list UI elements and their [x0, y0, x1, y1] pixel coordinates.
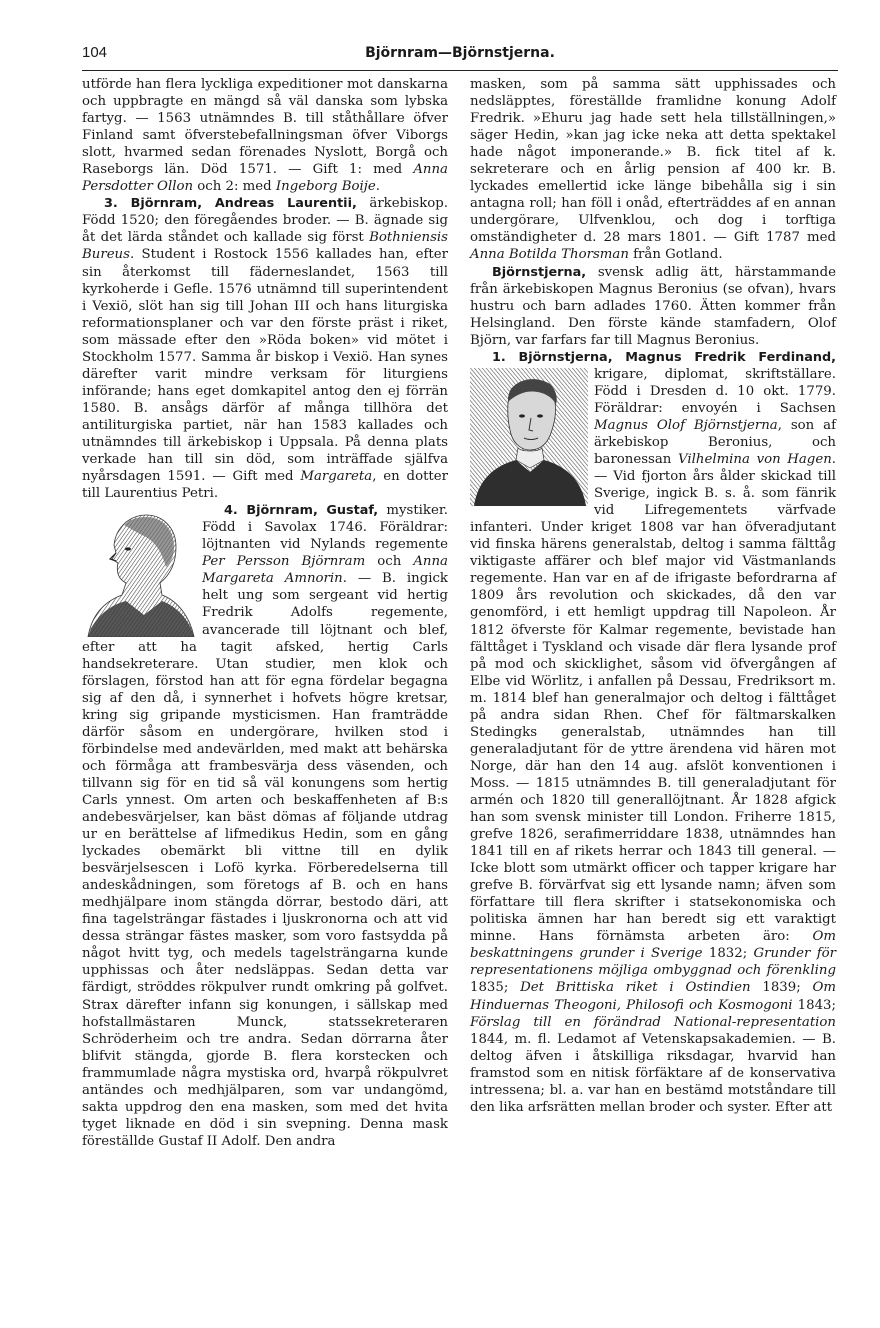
body-text: 1832;	[702, 946, 754, 962]
entry-continuation	[470, 76, 836, 264]
work-title: Om beskattningens grunder i Sverige	[470, 929, 836, 962]
portrait-bjornram-gustaf	[82, 505, 196, 637]
body-text: från Gotland.	[628, 247, 723, 263]
person-name: Anna Persdotter Ollon	[82, 162, 448, 195]
body-text: 1843;	[792, 997, 836, 1013]
person-name: Anna Botilda Thorsman	[470, 247, 629, 263]
body-text: svensk adlig ätt, härstammande från ärkebiskopen Magnus Beronius (se ofvan), hvars hustru och barn adlades 1760. Ätten kommer från Helsingland. Den förste kände stamfadern, Olof Björn, var farfars far till Magnus Beronius.	[470, 264, 836, 348]
running-head: Björnram—Björnstjerna.	[365, 45, 555, 61]
entry-gustaf	[82, 502, 448, 1150]
body-text: , en dotter till Laurentius Petri.	[82, 469, 448, 502]
entry-number: 1.	[492, 349, 519, 365]
entry-headword: Björnram, Gustaf,	[246, 503, 379, 519]
body-text: 1839;	[750, 980, 813, 996]
left-column	[82, 76, 448, 1150]
page-number: 104	[82, 44, 108, 61]
entry-headword: Björnstjerna,	[492, 264, 587, 280]
body-text: .	[375, 179, 380, 195]
body-text: . — Vid fjorton års ålder skickad till Sverige, ingick B. s. å. som fänrik vid Lifregementets värfvade infanteri. Under kriget 1808 var han öfveradjutant vid finska härens generalstab, deltog i samma fälttåg viktigaste affärer och blef major vid Västmanlands regemente. Han var en af de ifrigaste befordrarna af 1809 års revolution och skickades, då den var genomförd, i ett hemligt uppdrag till Napoleon. År 1812 öfverste för Kalmar regemente, bevistade han fälttåget i Tyskland och visade där flera lysande prof på mod och skicklighet, såsom vid öfvergången af Elbe vid Wörlitz, i anfallen på Dessau, Fredriksort m. m. 1814 blef han generalmajor och deltog i fälttåget på andra sidan Rhen. Chef för fältmarskalken Stedingks generalstab, utnämndes han till generaladjutant för de yttre ärendena vid hären mot Norge, där han den 14 aug. afslöt konventionen i Moss. — 1815 utnämndes B. till generaladjutant för armén och 1820 till generallöjtnant. År 1828 afgick han som svensk minister till London. Friherre 1815, grefve 1826, serafimerriddare 1838, utnämndes han 1841 till en af rikets herrar och 1843 till general. — Icke blott som utmärkt officer och tapper krigare har grefve B. förvärfvat sig ett lysande namn; äfven som författare till flera skrifter i statsekonomiska och politiska ämnen har han beredt sig ett varaktigt minne. Hans förnämsta arbeten äro:	[470, 452, 836, 945]
entry-continuation	[82, 76, 448, 195]
engraved-bust-portrait-icon	[470, 368, 588, 506]
entry-number: 4.	[224, 503, 247, 519]
body-text: och 2: med	[193, 179, 276, 195]
body-text: masken, som på samma sätt upphissades och nedsläpptes, föreställde framlidne konung Adolf Fredrik. »Ehuru jag hade sett hela tillställningen,» säger Hedin, »kan jag icke neka att detta spektakel hade något imponerande.» B. fick titel af k. sekreterare och en årlig pension af 400 kr. B. lyckades emellertid icke länge bibehålla sig i sin antagna roll; han föll i onåd, efterträddes af en annan undergörare, Ulfvenklou, och dog i torftiga omständigheter d. 28 mars 1801. — Gift 1787 med	[470, 77, 836, 246]
body-text: . Student i Rostock 1556 kallades han, efter sin återkomst till fäderneslandet, 1563 till kyrkoherde i Gefle. 1576 utnämnd till superintendent i Vexiö, slöt han sig till Johan III och hans liturgiska reformationsplaner och var den förste präst i riket, som mässade efter den »Röda boken» vid mötet i Stockholm 1577. Samma år biskop i Vexiö. Han synes därefter varit mindre verksam för liturgiens införande; hans eget domkapitel antog den ej förrän 1580. B. ansågs därför af många tillhöra det antiliturgiska partiet, när han 1583 kallades och utnämndes till ärkebiskop i Uppsala. På denna plats verkade han till sin död, som inträffade själfva nyårsdagen 1591. — Gift med	[82, 247, 448, 485]
work-title: Grunder för representationens möjliga ombyggnad och förenkling	[470, 946, 836, 979]
entry-andreas-laurentii	[82, 195, 448, 502]
person-name: Ingeborg Boije	[275, 179, 376, 195]
person-name: Margareta	[300, 469, 373, 485]
body-text: . — B. ingick helt ung som sergeant vid hertig Fredrik Adolfs regemente, avancerade till löjtnant och blef, efter att ha tagit afsked, hertig Carls handsekreterare. Utan studier, men klok och förslagen, förstod han att för egna fördelar begagna sig af den då, i synnerhet i hofvets högre kretsar, kring sig gripande mysticismen. Han framträdde därför såsom en undergörare, hvilken stod i förbindelse med andevärlden, med makt att behärska och förmåga att frambesvärja dess väsenden, och tillvann sig för en tid så väl konungens som hertig Carls ynnest. Om arten och beskaffenheten af B:s andebesvärjelser, kan bäst dömas af följande utdrag ur en berättelse af lifmedikus Hedin, som en gång lyckades obemärkt bli vittne till en dylik besvärjelsescen i Lofö kyrka. Förberedelserna till andeskådningen, som företogs af B. och en hans medhjälpare inom stängda dörrar, bestodo däri, att fina tagelsträngar fästades i ljuskronorna och att vid dessa strängar fästes masker, som voro fastsydda på något hvitt tyg, och medels tagelsträngarna kunde upphissas och åter nedsläppas. Sedan detta var färdigt, ströddes rökpulver rundt omkring på golfvet. Strax därefter infann sig konungen, i sällskap med hofstallmästaren Munck, statssekreteraren Schröderheim och tre andra. Sedan dörrarna åter blifvit stängda, gjorde B. flera korstecken och frammumlade några mystiska ord, hvarpå rökpulvret antändes och medhjälparen, som var undangömd, sakta uppdrog den ena masken, som med det hvita tyget liknade en död i sin svepning. Denna mask föreställde Gustaf II Adolf. Den andra	[82, 571, 448, 1149]
right-column	[470, 76, 836, 1116]
person-name: Anna Margareta Amnorin	[202, 554, 448, 587]
work-title: Förslag till en förändrad National-representation	[470, 1014, 836, 1030]
body-text: krigare, diplomat, skriftställare. Född i Dresden d. 10 okt. 1779. Föräldrar: envoyén i Sachsen	[594, 366, 836, 416]
work-title: Det Brittiska riket i Ostindien	[520, 980, 751, 996]
entry-magnus-fredrik-ferdinand	[470, 349, 836, 1116]
person-name: Magnus Olof Björnstjerna	[594, 417, 778, 433]
entry-headword: Björnstjerna, Magnus Fredrik Ferdinand,	[518, 349, 836, 365]
body-text: ärkebiskop. Född 1520; den föregåendes broder. — B. ägnade sig åt det lärda ståndet och kallade sig först	[82, 196, 448, 246]
body-text: 1844, m. fl. Ledamot af Vetenskapsakademien. — B. deltog äfven i åtskilliga riksdagar, hvarvid han framstod som en nitisk förfäktare af de konservativa intressena; bl. a. var han en bestämd motståndare till den lika arfsrätten mellan broder och syster. Efter att	[470, 1031, 836, 1115]
entry-number: 3.	[104, 196, 131, 212]
person-name: Per Persson Björnram	[202, 554, 366, 570]
page-header	[82, 42, 838, 68]
body-text: utförde han flera lyckliga expeditioner mot danskarna och uppbragte en mängd så väl danska som lybska fartyg. — 1563 utnämndes B. till ståthållare öfver Finland samt öfverstebefallningsman öfver Viborgs slott, hvarmed sedan förenades Nyslott, Borgå och Raseborgs län. Död 1571. — Gift 1: med	[82, 77, 448, 178]
header-rule	[82, 70, 838, 71]
person-name: Bothniensis Bureus	[82, 230, 448, 263]
engraved-profile-portrait-icon	[82, 505, 196, 637]
work-title: Om Hinduernas Theogoni, Philosofi och Kosmogoni	[470, 980, 837, 1013]
body-text: och	[365, 554, 414, 570]
body-text: , son af ärkebiskop Beronius, och baronessan	[594, 417, 836, 468]
portrait-bjornstjerna-magnus	[470, 368, 588, 506]
body-text: 1835;	[470, 980, 521, 996]
entry-headword: Björnram, Andreas Laurentii,	[130, 196, 357, 212]
person-name: Vilhelmina von Hagen	[678, 452, 832, 468]
body-text: mystiker. Född i Savolax 1746. Föräldrar: löjtnanten vid Nylands regemente	[202, 503, 448, 553]
entry-bjornstjerna-family	[470, 264, 836, 349]
